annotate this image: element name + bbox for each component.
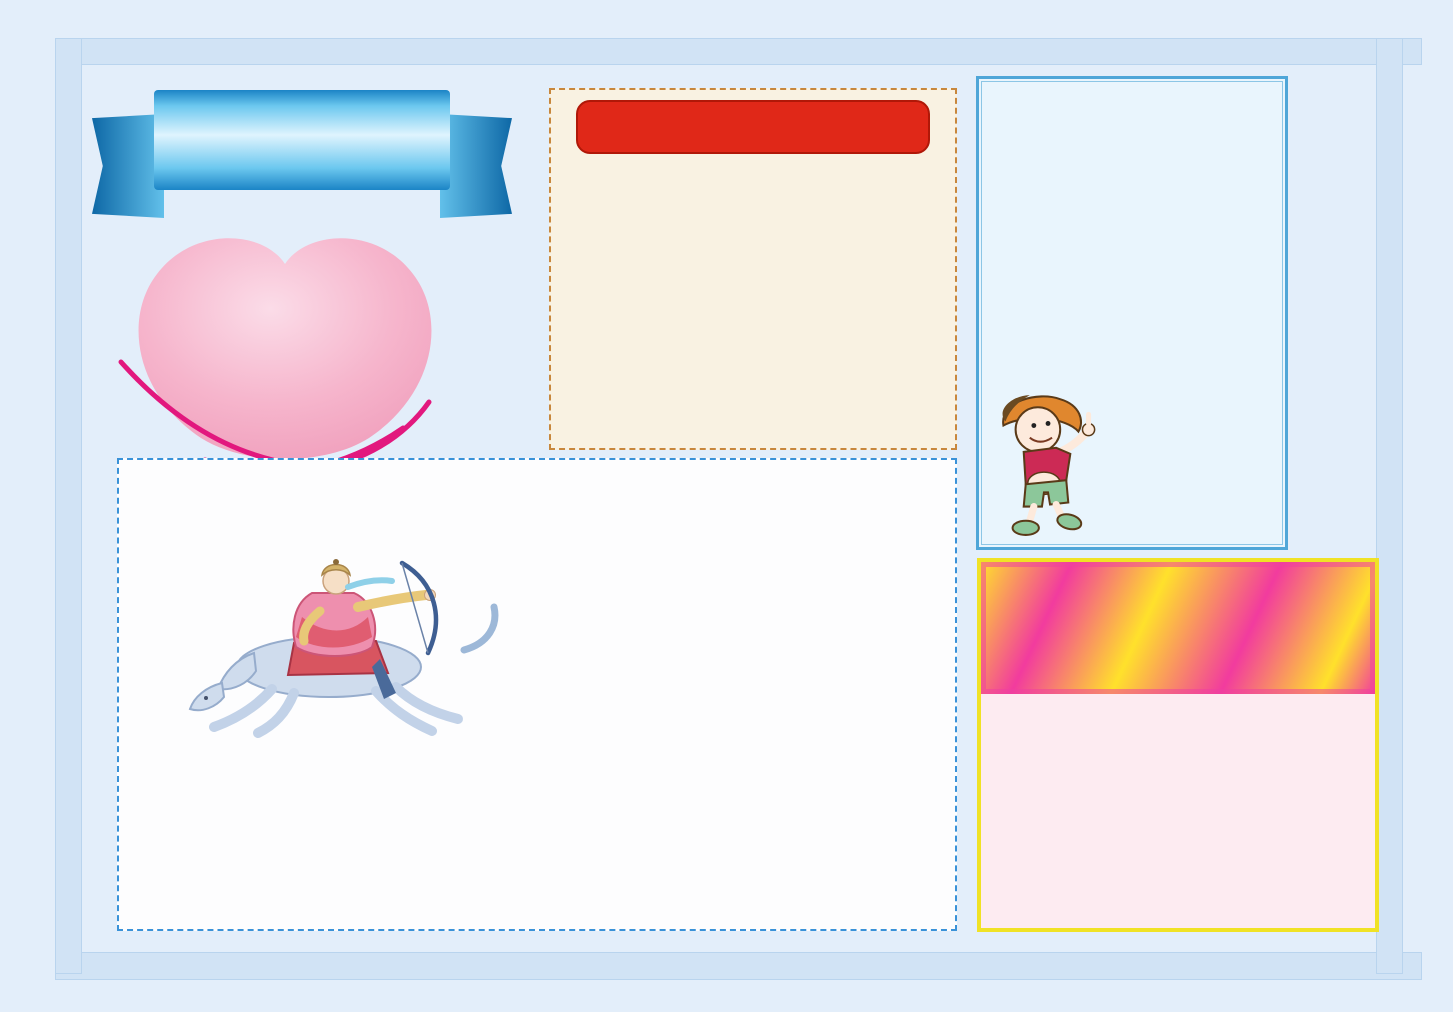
ribbon-tail-right-icon: [440, 114, 512, 218]
fortune-text: [140, 196, 465, 464]
qianwen-banner: [92, 84, 512, 222]
bagua-flower-diagram: [564, 585, 909, 930]
starburst-icon: [981, 91, 1281, 213]
computer-analysis-box: [549, 88, 957, 450]
border-strip-right: [1376, 38, 1403, 974]
border-strip-top: [55, 38, 1422, 65]
cartoon-boy-icon: [985, 387, 1107, 539]
computer-analysis-header: [576, 100, 930, 154]
poem-lines: [981, 694, 1375, 706]
joke-box: [976, 76, 1288, 550]
border-strip-left: [55, 38, 82, 974]
zodiac-poem-box: [977, 558, 1379, 932]
border-strip-bottom: [55, 952, 1422, 980]
archer-on-horse-icon: [144, 555, 504, 745]
poem-header: [981, 562, 1375, 694]
bagua-box: [117, 458, 957, 931]
